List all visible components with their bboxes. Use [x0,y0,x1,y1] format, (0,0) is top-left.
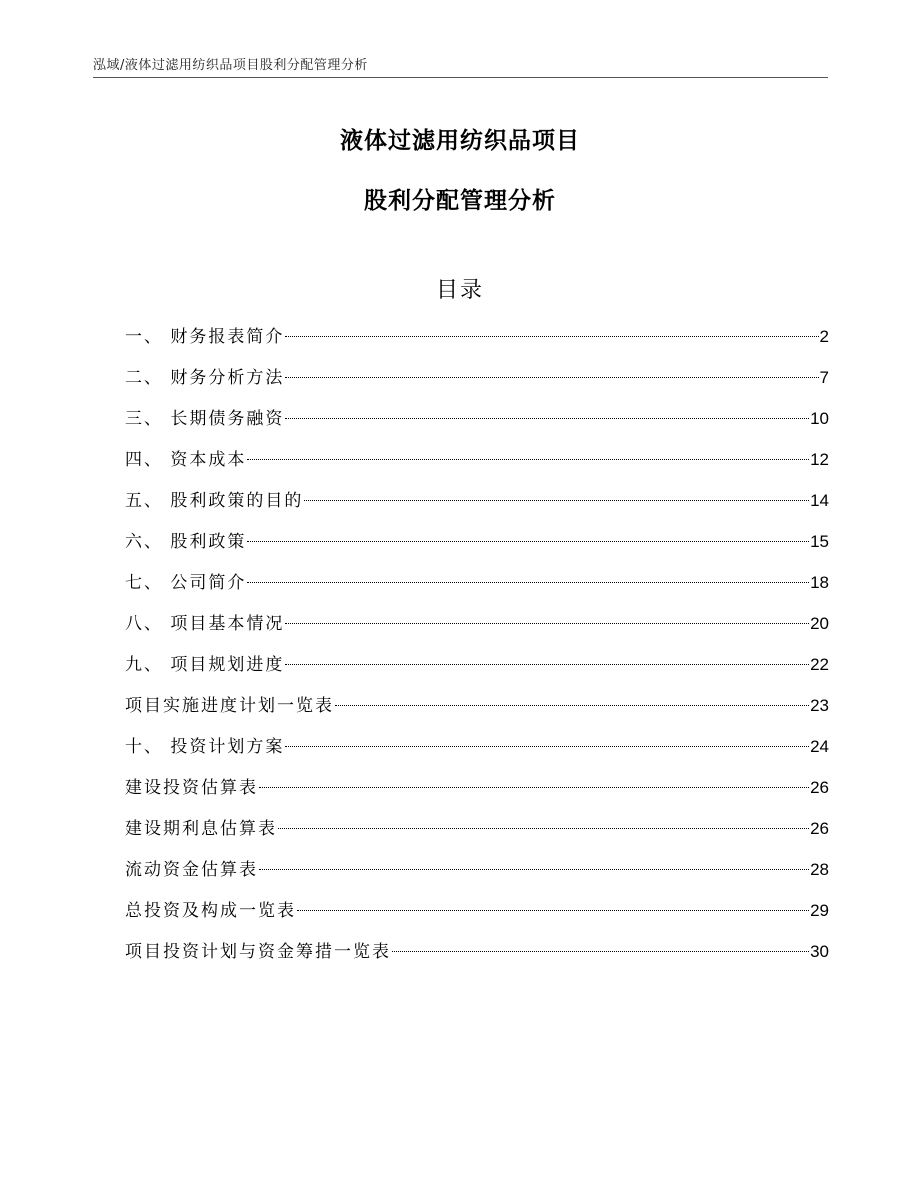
toc-dot-leader [285,336,818,337]
toc-entry-page: 10 [810,409,829,428]
toc-entry-label: 流动资金估算表 [125,860,258,880]
toc-entry[interactable] [125,857,829,898]
toc-entry-page: 28 [810,860,829,879]
toc-entry-label: 十、 投资计划方案 [125,737,285,757]
toc-entry-label: 建设投资估算表 [125,778,258,798]
toc-entry-page: 15 [810,532,829,551]
toc-entry[interactable] [125,693,829,734]
toc-dot-leader [285,746,809,747]
toc-entry[interactable] [125,939,829,980]
toc-dot-leader [285,418,809,419]
toc-entry-label: 六、 股利政策 [125,532,247,552]
toc-entry[interactable] [125,447,829,488]
running-header: 泓域/液体过滤用纺织品项目股利分配管理分析 [93,58,368,73]
toc-entry[interactable] [125,488,829,529]
toc-entry[interactable] [125,734,829,775]
table-of-contents [125,324,829,980]
document-title-line-2: 股利分配管理分析 [364,188,556,214]
toc-dot-leader [247,582,809,583]
toc-entry-label: 一、 财务报表简介 [125,327,285,347]
toc-entry[interactable] [125,898,829,939]
toc-entry-label: 三、 长期债务融资 [125,409,285,429]
toc-entry-page: 18 [810,573,829,592]
toc-dot-leader [285,664,809,665]
toc-entry-page: 14 [810,491,829,510]
toc-entry[interactable] [125,365,829,406]
toc-entry-page: 30 [810,942,829,961]
toc-entry[interactable] [125,324,829,365]
toc-entry-page: 24 [810,737,829,756]
toc-entry-page: 20 [810,614,829,633]
document-title-line-1: 液体过滤用纺织品项目 [340,128,580,154]
toc-entry-label: 二、 财务分析方法 [125,368,285,388]
header-rule [93,77,828,78]
toc-entry[interactable] [125,652,829,693]
toc-dot-leader [285,377,818,378]
toc-entry-label: 五、 股利政策的目的 [125,491,304,511]
toc-entry[interactable] [125,529,829,570]
toc-entry-page: 7 [819,368,829,387]
toc-entry-label: 建设期利息估算表 [125,819,277,839]
toc-entry-page: 2 [819,327,829,346]
toc-dot-leader [259,869,809,870]
toc-dot-leader [259,787,809,788]
toc-dot-leader [247,459,809,460]
toc-dot-leader [392,951,809,952]
toc-entry[interactable] [125,406,829,447]
toc-entry-label: 项目投资计划与资金筹措一览表 [125,942,391,962]
toc-dot-leader [278,828,809,829]
toc-entry-page: 26 [810,778,829,797]
toc-dot-leader [285,623,809,624]
toc-entry-page: 29 [810,901,829,920]
toc-entry-page: 26 [810,819,829,838]
toc-entry[interactable] [125,775,829,816]
toc-entry-label: 九、 项目规划进度 [125,655,285,675]
toc-dot-leader [304,500,809,501]
toc-entry[interactable] [125,570,829,611]
toc-dot-leader [335,705,809,706]
toc-entry[interactable] [125,611,829,652]
toc-entry-label: 总投资及构成一览表 [125,901,296,921]
toc-entry-page: 23 [810,696,829,715]
toc-entry-label: 八、 项目基本情况 [125,614,285,634]
toc-entry-page: 12 [810,450,829,469]
toc-entry-page: 22 [810,655,829,674]
toc-heading: 目录 [435,278,484,303]
toc-dot-leader [247,541,809,542]
toc-dot-leader [297,910,809,911]
toc-entry-label: 四、 资本成本 [125,450,247,470]
toc-entry-label: 项目实施进度计划一览表 [125,696,334,716]
toc-entry[interactable] [125,816,829,857]
toc-entry-label: 七、 公司简介 [125,573,247,593]
